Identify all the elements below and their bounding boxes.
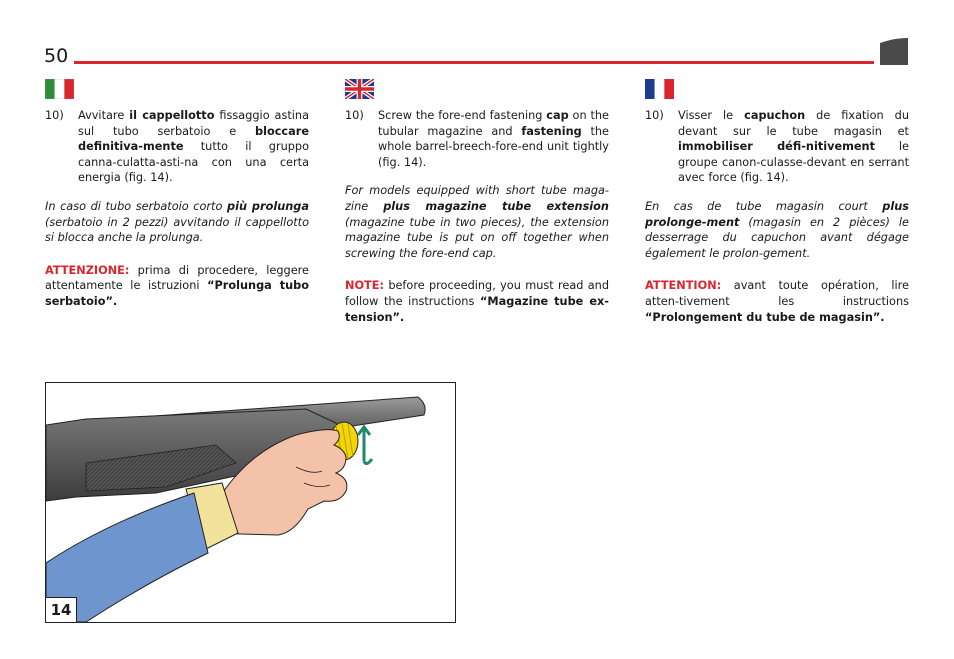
header-red-rule (74, 61, 874, 64)
bold-text: capuchon (744, 109, 806, 122)
instruction-item (45, 108, 309, 186)
italic-note: In caso di tubo serbatoio corto più prolunga (serbatoio in 2 pezzi) avvitando il cappellotto si blocca anche la prolunga. (45, 199, 309, 245)
italic-note: For models equipped with short tube maga-zine plus magazine tube extension (magazine tube in two pieces), the extension magazine tube is put on off together when screwing the fore-end cap. (345, 184, 609, 260)
italy-flag-icon (45, 79, 74, 99)
bold-text: fastening (521, 124, 582, 138)
column-italian (45, 108, 309, 310)
text: on the tubular magazine and (378, 109, 609, 138)
figure-number: 14 (46, 597, 77, 622)
bold-text: immobiliser défi-nitivement (678, 140, 875, 154)
warning-label: NOTE: (345, 279, 384, 293)
bold-text: il cappellotto (129, 109, 215, 122)
text: de fixation du devant sur le tube magasin et (678, 109, 909, 138)
text: Visser le (678, 109, 745, 122)
france-flag-icon (645, 79, 674, 99)
instruction-item (345, 108, 609, 170)
item-number: 10) (645, 109, 664, 122)
text: Screw the fore-end fastening (378, 109, 547, 122)
warning-paragraph: NOTE: before proceeding, you must read and follow the instructions “Magazine tube ex-tension”. (345, 279, 609, 324)
text: fissaggio astina sul tubo serbatoio e (78, 109, 309, 138)
text: the whole barrel-breech-fore-end unit tightly (fig. 14). (378, 124, 609, 169)
page-number: 50 (44, 45, 69, 67)
bold-text: bloccare definitiva-mente (78, 124, 309, 154)
warning-paragraph: ATTENZIONE: prima di procedere, leggere attentamente le istruzioni “Prolunga tubo serbatoio”. (45, 263, 309, 308)
column-french (645, 108, 909, 325)
instruction-item (645, 108, 909, 186)
text: le groupe canon-culasse-devant en serrant avec force (fig. 14). (678, 140, 910, 185)
warning-label: ATTENZIONE: (45, 263, 130, 277)
bold-text: cap (546, 109, 569, 122)
text: tutto il gruppo canna-culatta-asti-na con una certa energia (fig. 14). (78, 140, 309, 185)
warning-label: ATTENTION: (645, 279, 722, 293)
column-english (345, 108, 609, 325)
item-number: 10) (345, 109, 364, 122)
text: Avvitare (78, 109, 130, 122)
shotgun-cap-illustration (46, 383, 455, 622)
corner-tab-icon (880, 38, 908, 65)
item-number: 10) (45, 109, 64, 122)
uk-flag-icon (345, 79, 374, 99)
warning-paragraph: ATTENTION: avant toute opération, lire atten-tivement les instructions “Prolongement du tube de magasin”. (645, 279, 909, 324)
italic-note: En cas de tube magasin court plus prolonge-ment (magasin en 2 pièces) le desserrage du capuchon avant dégage également le prolon-gement. (645, 199, 909, 260)
figure-14 (45, 382, 456, 623)
